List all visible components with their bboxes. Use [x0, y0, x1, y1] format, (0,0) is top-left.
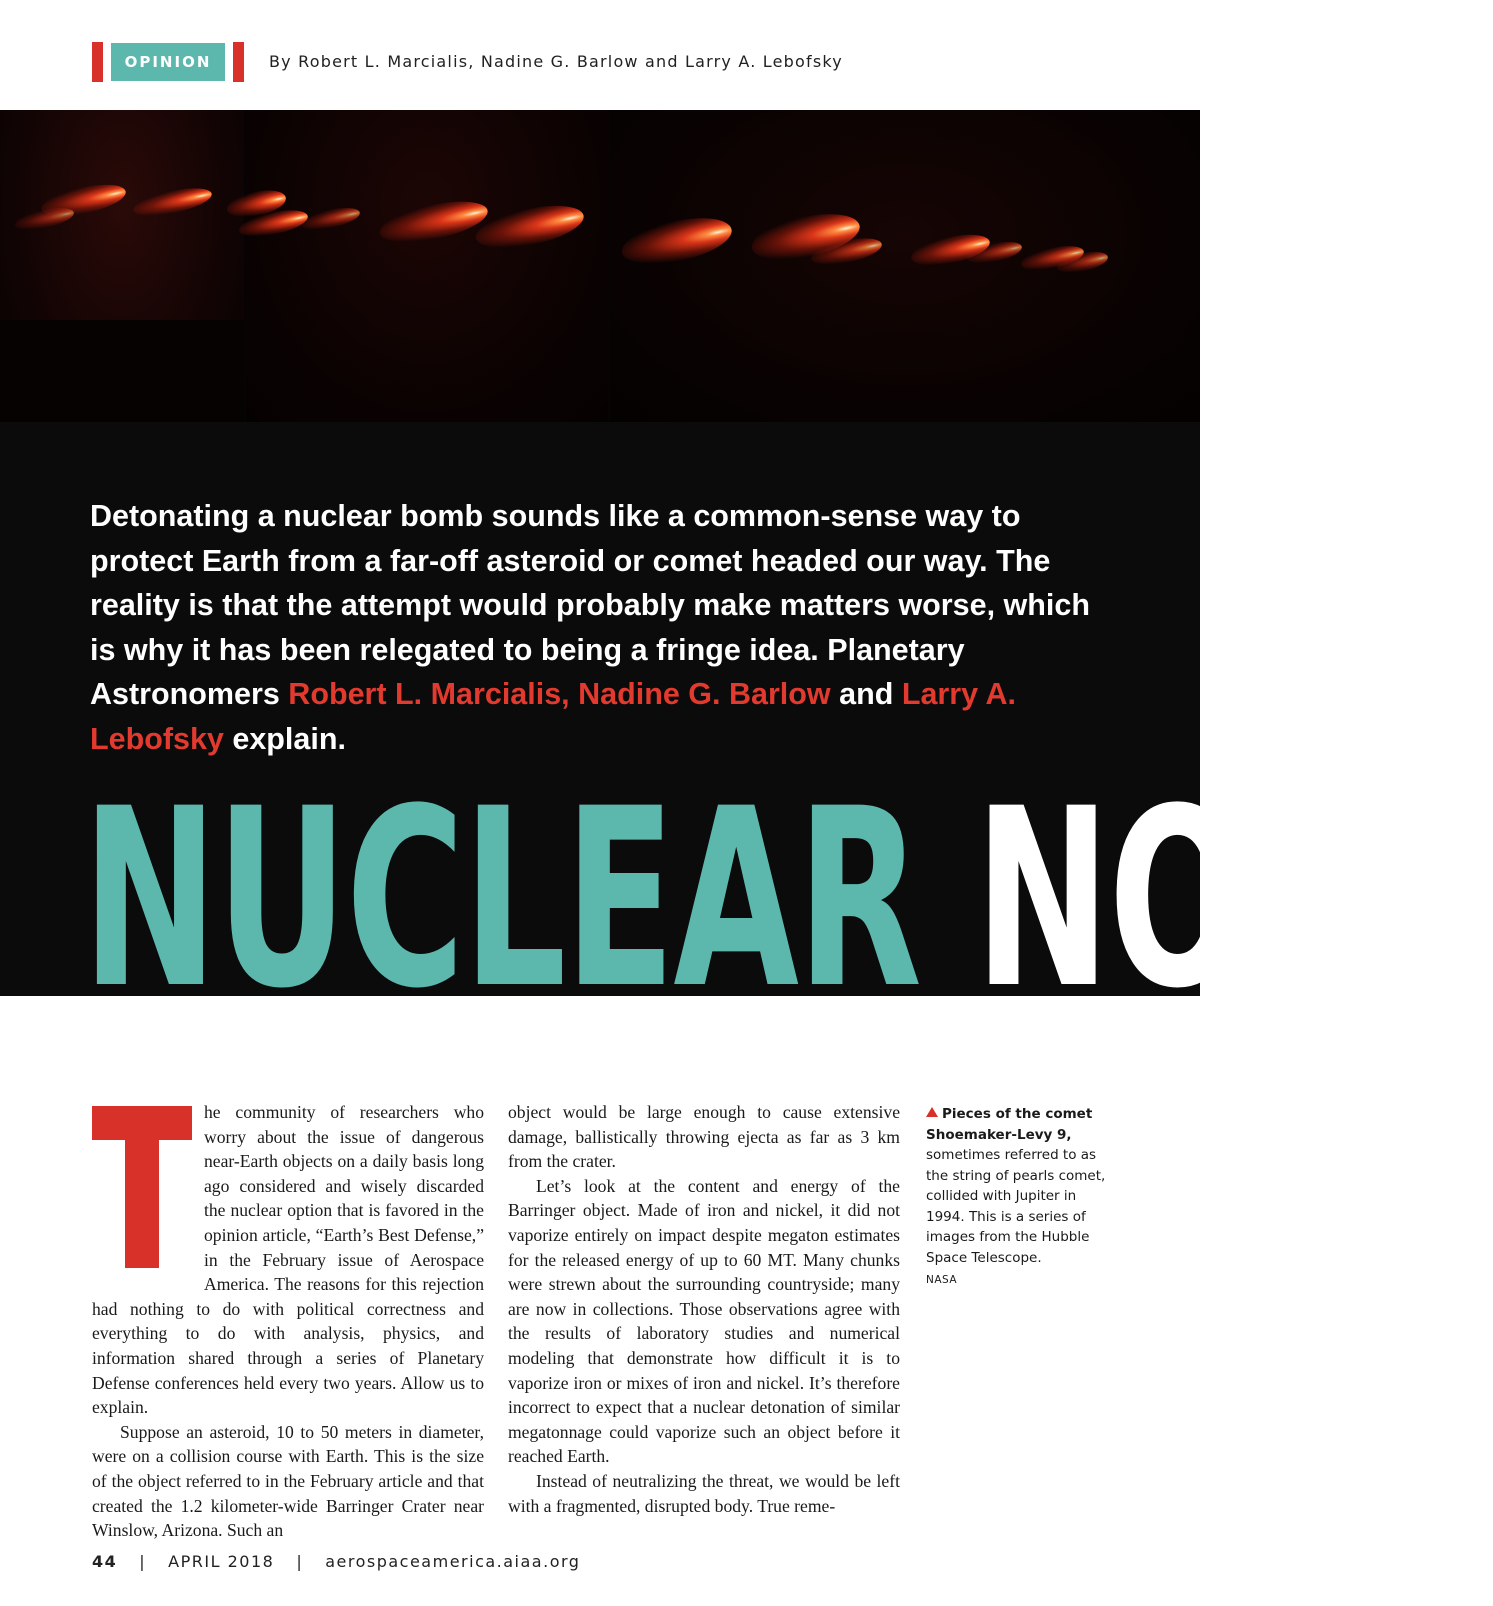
section-header: [92, 42, 244, 82]
comet-fragment: [376, 194, 491, 250]
triangle-up-icon: [926, 1107, 938, 1117]
issue-date: APRIL 2018: [168, 1552, 275, 1571]
intro-authors-highlight: Robert L. Marcialis, Nadine G. Barlow: [288, 677, 831, 711]
intro-text: and: [830, 677, 902, 711]
red-bar-left: [92, 42, 103, 82]
article-paragraph: Suppose an asteroid, 10 to 50 meters in diameter, were on a collision course with Earth. This is the size of the object referred to in the February article and that created the 1.2 kilometer-wide Barringer Crater near Winslow, Arizona. Such an: [92, 1421, 484, 1541]
comet-fragment: [299, 204, 361, 234]
article-column-2: [508, 1100, 900, 1518]
article-paragraph: he community of researchers who worry about the issue of dangerous near-Earth objects on a daily basis long ago considered and wisely discarded the nuclear option that is favored in the opinion article, “Earth’s Best Defense,” in the February issue of Aerospace America. The reasons for this rejection had nothing to do with political correctness and everything to do with analysis, physics, and information shared through a series of Planetary Defense conferences held every two years. Allow us to explain.: [92, 1102, 484, 1418]
byline: By Robert L. Marcialis, Nadine G. Barlow and Larry A. Lebofsky: [269, 52, 843, 71]
page-footer: [92, 1552, 580, 1571]
caption-lead: Pieces of the comet Shoemaker-Levy 9,: [926, 1106, 1093, 1143]
comet-fragment: [618, 210, 736, 272]
photo-credit: NASA: [926, 1274, 958, 1286]
comet-photo-3: [610, 110, 1200, 422]
caption-text: sometimes referred to as the string of pearls comet, collided with Jupiter in 1994. This is a series of images from the Hubble Space Telescope.: [926, 1147, 1106, 1266]
comet-fragment: [131, 183, 214, 221]
drop-cap-stem: [125, 1106, 159, 1268]
comet-photo-2: [246, 110, 608, 422]
headline-text: [82, 757, 1493, 1043]
comet-photo-1: [0, 110, 244, 422]
footer-divider: |: [139, 1552, 147, 1571]
comet-fragment: [472, 198, 587, 256]
red-bar-right: [233, 42, 244, 82]
intro-deck: [90, 494, 1110, 761]
article-paragraph: Let’s look at the content and energy of the Barringer object. Made of iron and nickel, it did not vaporize entirely on impact despite megaton estimates for the released energy of up to 60 MT. Many chunks were strewn about the surrounding countryside; many are now in collections. Those observations agree with the results of laboratory studies and numerical modeling that demonstrate how difficult it is to vaporize iron or mixes of iron and nickel. It’s therefore incorrect to expect that a nuclear detonation of similar megatonnage could vaporize such an object before it reached Earth.: [508, 1175, 900, 1467]
article-paragraph: Instead of neutralizing the threat, we would be left with a fragmented, disrupted body. True reme-: [508, 1470, 900, 1516]
intro-text: Detonating a nuclear bomb sounds like a common-sense way to protect Earth from a far-off asteroid or comet headed our way. The reality is that the attempt would probably make matters worse, which is why it has been relegated to being a fringe idea. Planetary Astronomers: [90, 499, 1090, 711]
website-link[interactable]: aerospaceamerica.aiaa.org: [325, 1552, 581, 1571]
footer-divider: |: [296, 1552, 304, 1571]
comet-photo-strip: [0, 110, 1200, 422]
page-number: 44: [92, 1552, 118, 1571]
intro-text: explain.: [223, 721, 346, 756]
photo-caption: [926, 1104, 1114, 1291]
section-tag: OPINION: [111, 43, 225, 81]
headline-word-white: NONS: [974, 757, 1493, 1043]
headline: [0, 757, 1493, 1043]
article-column-1: [92, 1100, 484, 1543]
photo-1-dark-region: [0, 320, 244, 422]
article-paragraph: object would be large enough to cause extensive damage, ballistically throwing ejecta as far as 3 km from the crater.: [508, 1102, 900, 1172]
drop-cap-t: [92, 1106, 192, 1276]
headline-word-teal: NUCLEAR: [82, 757, 921, 1043]
intro-authors-highlight: Larry A. Lebofsky: [90, 677, 1016, 756]
